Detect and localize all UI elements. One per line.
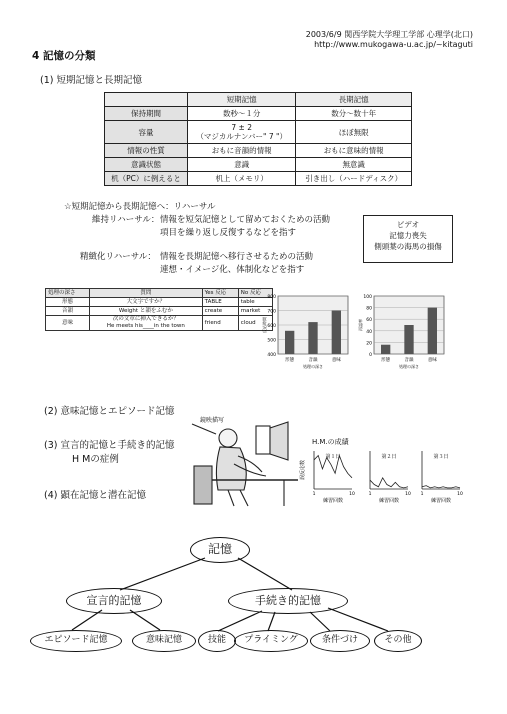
y-axis-label: 反応時間 [262, 317, 267, 333]
header-url: http://www.mukogawa-u.ac.jp/~kitaguti [314, 40, 473, 49]
y-tick-label: 400 [267, 353, 276, 358]
elaborative-rehearsal-line1: 情報を長期記憶へ移行させるための活動 [160, 252, 314, 262]
table-cell: market [238, 307, 272, 316]
node-label: 条件づけ [321, 635, 358, 645]
table-cell: 形態 [46, 298, 90, 307]
x-tick-label: 10 [349, 492, 355, 497]
x-tick-label: 1 [368, 492, 372, 497]
table-cell: 机上（メモリ） [188, 172, 296, 186]
node-label: エピソード記憶 [44, 635, 108, 645]
y-tick-label: 600 [267, 324, 276, 329]
y-tick-label: 500 [267, 338, 276, 344]
table-cell: おもに意味的情報 [296, 144, 412, 158]
node-label: プライミング [244, 635, 298, 645]
hm-chart-title: H.M.の成績 [312, 438, 349, 446]
panel-label: 第２日 [381, 454, 397, 460]
table-cell: TABLE [202, 298, 238, 307]
table-cell: 次の文章に挿入できるか？ He meets his____in the town [90, 316, 203, 331]
subsection-stm-ltm: (1) 短期記憶と長期記憶 [40, 75, 142, 86]
connector-procedural-conditioning [310, 612, 330, 631]
rehearsal-title: ☆短期記憶から長期記憶へ：リハーサル [64, 202, 216, 212]
elaborative-rehearsal-line2: 連想・イメージ化、体制化などを指す [160, 265, 305, 275]
node-other [374, 630, 422, 652]
node-semantic [132, 630, 196, 652]
mirror-drawing-label: 鏡映描写 [200, 417, 225, 424]
node-episode [30, 630, 122, 652]
table-header-cell: 質問 [90, 289, 203, 298]
connector-root-procedural [238, 558, 292, 590]
header-date-affiliation: 2003/6/9 関西学院大学理工学部 心理学(北口) [305, 30, 473, 39]
section-title: 4 記憶の分類 [32, 50, 96, 62]
row-label: 机（PC）に例えると [105, 172, 188, 186]
maintenance-rehearsal-label: 維持リハーサル： [92, 215, 160, 225]
table-header-cell: No 反応 [238, 289, 272, 298]
y-tick-label: 800 [267, 295, 276, 300]
subsection-semantic-episodic: (2) 意味記憶とエピソード記憶 [44, 406, 175, 417]
elaborative-rehearsal-label: 精緻化リハーサル： [80, 252, 156, 262]
table-cell: おもに音韻的情報 [188, 144, 296, 158]
maintenance-rehearsal-line1: 情報を短気記憶として留めておくための活動 [160, 215, 331, 225]
x-axis-label: 練習回数 [378, 498, 400, 504]
y-tick-label: 20 [366, 341, 372, 347]
table-cell: friend [202, 316, 238, 331]
y-tick-label: 700 [267, 309, 276, 315]
y-tick-label: 100 [363, 295, 372, 300]
maintenance-rehearsal-line2: 項目を繰り返し反復するなどを指す [160, 228, 297, 238]
table-cell: 引き出し（ハードディスク） [296, 172, 412, 186]
x-tick-label: 意味 [427, 358, 437, 363]
node-label: 技能 [207, 635, 226, 645]
video-note-line: ビデオ [396, 220, 420, 229]
node-memory-root [190, 537, 250, 563]
connector-procedural-skill [218, 611, 262, 631]
table-header-cell: 長期記憶 [296, 93, 412, 107]
node-procedural [228, 588, 348, 614]
node-priming [234, 630, 308, 652]
y-tick-label: 60 [366, 318, 372, 324]
table-cell: table [238, 298, 272, 307]
connector-procedural-other [328, 608, 388, 631]
node-declarative [66, 588, 162, 614]
x-tick-label: 1 [312, 492, 316, 497]
connector-root-declarative [120, 558, 205, 590]
x-axis-label: 練習回数 [430, 498, 452, 504]
y-tick-label: 40 [366, 329, 372, 335]
table-cell: cloud [238, 316, 272, 331]
x-tick-label: 形態 [381, 358, 391, 363]
table-cell: 音韻 [46, 307, 90, 316]
table-cell: 意味 [46, 316, 90, 331]
node-label: 宣言的記憶 [86, 594, 142, 607]
node-label: その他 [384, 635, 412, 645]
table-cell: 大文字ですか？ [90, 298, 203, 307]
x-axis-label: 練習回数 [322, 498, 344, 504]
table-cell: 数秒～１分 [188, 107, 296, 121]
subsection-declarative-procedural: (3) 宣言的記憶と手続き的記憶 [44, 440, 175, 451]
subsection-hm-case: H Mの症例 [72, 454, 119, 465]
table-cell: 意識 [188, 158, 296, 172]
y-tick-label: 80 [366, 306, 372, 312]
table-cell: ほぼ無限 [296, 121, 412, 144]
node-skill [198, 630, 236, 652]
table-cell: 数分～数十年 [296, 107, 412, 121]
table-header-cell: 処理の深さ [46, 289, 90, 298]
x-tick-label: 形態 [285, 358, 295, 363]
row-label: 意識状態 [105, 158, 188, 172]
y-axis-label: 再認率 [358, 319, 363, 331]
row-label: 容量 [105, 121, 188, 144]
table-header-cell: 短期記憶 [188, 93, 296, 107]
connector-declarative-semantic [130, 610, 160, 630]
y-axis-label: 誤反応数 [300, 459, 306, 481]
node-label: 手続き的記憶 [255, 594, 321, 607]
x-tick-label: 意味 [331, 358, 341, 363]
table-cell: Weight と韻をふむか [90, 307, 203, 316]
table-cell: 7 ± 2 （マジカルナンバー" 7 "） [188, 121, 296, 144]
node-label: 記憶 [207, 542, 232, 556]
subsection-explicit-implicit: (4) 顕在記憶と潜在記憶 [44, 490, 146, 501]
video-note-line: 記憶力喪失 [389, 231, 427, 240]
x-tick-label: 音韻 [308, 358, 318, 363]
panel-label: 第１日 [325, 454, 341, 460]
x-axis-label: 処理の深さ [303, 364, 323, 369]
video-note-line: 側頭葉の海馬の損傷 [374, 242, 442, 251]
node-conditioning [310, 630, 370, 652]
row-label: 情報の性質 [105, 144, 188, 158]
x-tick-label: 10 [457, 492, 463, 497]
table-cell: create [202, 307, 238, 316]
y-tick-label: 0 [369, 353, 372, 358]
node-label: 意味記憶 [145, 635, 182, 645]
x-tick-label: 1 [420, 492, 424, 497]
table-cell: 無意識 [296, 158, 412, 172]
panel-label: 第３日 [433, 454, 449, 460]
table-header-cell: Yes 反応 [202, 289, 238, 298]
x-tick-label: 音韻 [404, 358, 414, 363]
connector-procedural-priming [268, 612, 275, 631]
row-label: 保持期間 [105, 107, 188, 121]
x-axis-label: 処理の深さ [399, 364, 419, 369]
x-tick-label: 10 [405, 492, 411, 497]
